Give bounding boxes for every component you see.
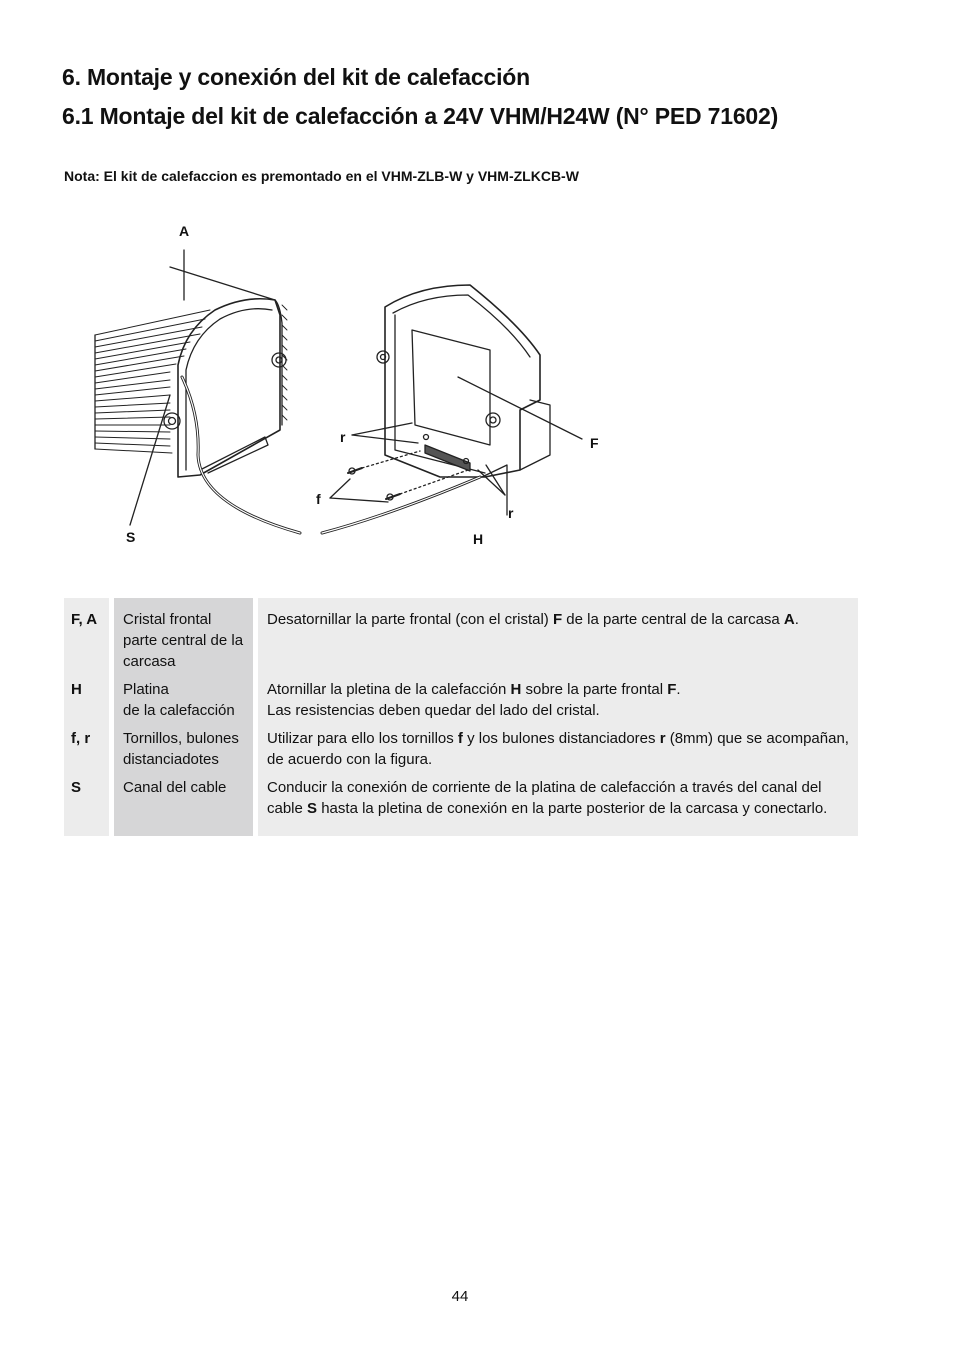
section-heading: 6. Montaje y conexión del kit de calefacción — [62, 64, 530, 90]
table-row — [64, 777, 858, 836]
part-name-line: Platina — [123, 681, 169, 698]
label-r-top: r — [340, 429, 346, 445]
part-instruction: Utilizar para ello los tornillos f y los bulones distanciadores r (8mm) que se acompañan, de acuerdo con la figura. — [258, 728, 858, 777]
note: Nota: El kit de calefaccion es premontado en el VHM-ZLB-W y VHM-ZLKCB-W — [64, 168, 579, 184]
parts-table — [64, 598, 858, 836]
part-name-line: de la calefacción — [123, 702, 235, 719]
subsection-heading: 6.1 Montaje del kit de calefacción a 24V VHM/H24W (N° PED 71602) — [62, 103, 779, 129]
part-code: H — [64, 679, 109, 728]
part-name: Cristal frontal parte central de la carcasa — [114, 598, 253, 679]
part-name — [114, 679, 253, 728]
part-code: S — [64, 777, 109, 836]
label-F: F — [590, 435, 599, 451]
page-number: 44 — [451, 1288, 469, 1305]
assembly-diagram — [90, 215, 650, 555]
label-S: S — [126, 529, 136, 545]
part-name: Tornillos, bulones distanciadotes — [114, 728, 253, 777]
label-A: A — [179, 223, 190, 239]
table-row — [64, 728, 858, 777]
part-instruction — [258, 679, 858, 728]
part-code: F, A — [64, 598, 109, 679]
instruction-line: Atornillar la pletina de la calefacción H sobre la parte frontal F. — [267, 681, 681, 698]
part-code: f, r — [64, 728, 109, 777]
instruction-line: Las resistencias deben quedar del lado del cristal. — [267, 702, 600, 719]
part-instruction: Conducir la conexión de corriente de la platina de calefacción a través del canal del cable S hasta la pletina de conexión en la parte posterior de la carcasa y conectarlo. — [258, 777, 858, 836]
label-f: f — [316, 491, 321, 507]
assembly-drawing — [90, 215, 650, 555]
label-r-bottom: r — [508, 505, 514, 521]
label-H: H — [473, 531, 484, 547]
table-row — [64, 679, 858, 728]
part-instruction: Desatornillar la parte frontal (con el cristal) F de la parte central de la carcasa A. — [258, 598, 858, 679]
table-row — [64, 598, 858, 679]
part-name: Canal del cable — [114, 777, 253, 836]
